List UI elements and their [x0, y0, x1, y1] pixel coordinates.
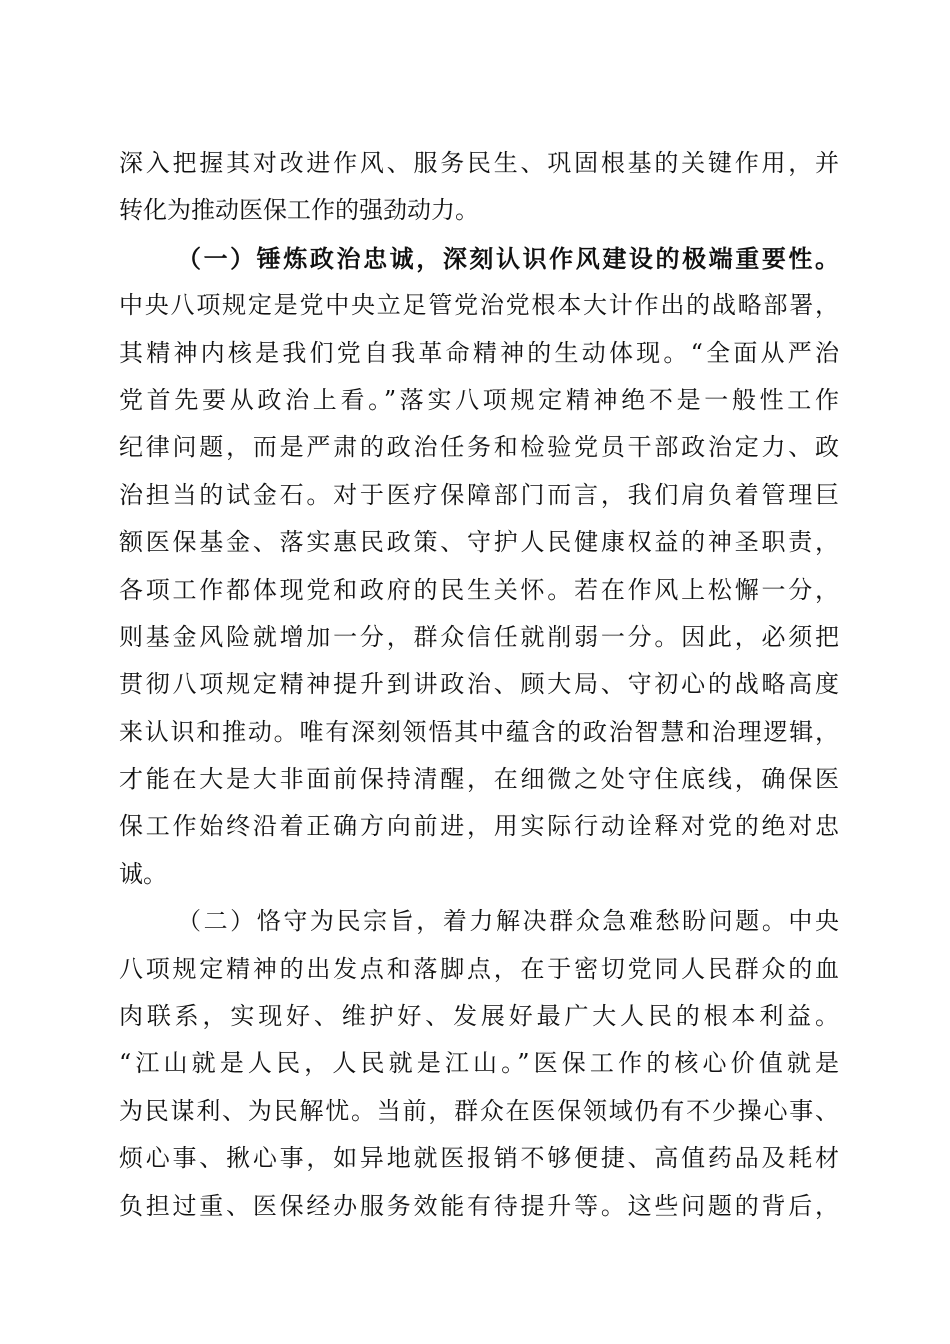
- section-heading-2: （二）恪守为民宗旨，着力解决群众急难愁盼问题。中央: [177, 907, 839, 936]
- text-line: 肉联系，实现好、维护好、发展好最广大人民的根本利益。: [119, 1002, 839, 1031]
- section-heading-1: （一）锤炼政治忠诚，深刻认识作风建设的极端重要性。: [177, 243, 839, 273]
- text-line: 烦心事、揪心事，如异地就医报销不够便捷、高值药品及耗材: [119, 1144, 839, 1173]
- text-line: 中央八项规定是党中央立足管党治党根本大计作出的战略部署，: [119, 291, 839, 320]
- text-line: 才能在大是大非面前保持清醒，在细微之处守住底线，确保医: [119, 765, 839, 794]
- text-line: 各项工作都体现党和政府的民生关怀。若在作风上松懈一分，: [119, 575, 839, 604]
- text-line: 额医保基金、落实惠民政策、守护人民健康权益的神圣职责，: [119, 528, 839, 557]
- text-line: 贯彻八项规定精神提升到讲政治、顾大局、守初心的战略高度: [119, 670, 839, 699]
- text-line: 深入把握其对改进作风、服务民生、巩固根基的关键作用，并: [119, 149, 839, 177]
- text-line: 则基金风险就增加一分，群众信任就削弱一分。因此，必须把: [119, 622, 839, 651]
- text-line: 来认识和推动。唯有深刻领悟其中蕴含的政治智慧和治理逻辑，: [119, 717, 839, 746]
- text-line: 负担过重、医保经办服务效能有待提升等。这些问题的背后，: [119, 1191, 839, 1220]
- text-line: 保工作始终沿着正确方向前进，用实际行动诠释对党的绝对忠: [119, 812, 839, 841]
- text-line: 党首先要从政治上看。”落实八项规定精神绝不是一般性工作: [119, 385, 839, 414]
- text-line: 转化为推动医保工作的强劲动力。: [119, 196, 479, 225]
- text-line: “江山就是人民，人民就是江山。”医保工作的核心价值就是: [119, 1049, 839, 1078]
- body-text: [119, 140, 839, 1230]
- text-line: 诚。: [119, 859, 167, 888]
- text-line: 为民谋利、为民解忧。当前，群众在医保领域仍有不少操心事、: [119, 1096, 839, 1125]
- text-line: 治担当的试金石。对于医疗保障部门而言，我们肩负着管理巨: [119, 480, 839, 509]
- text-line: 八项规定精神的出发点和落脚点，在于密切党同人民群众的血: [119, 954, 839, 983]
- text-line: 纪律问题，而是严肃的政治任务和检验党员干部政治定力、政: [119, 433, 839, 462]
- text-line: 其精神内核是我们党自我革命精神的生动体现。“全面从严治: [119, 338, 839, 367]
